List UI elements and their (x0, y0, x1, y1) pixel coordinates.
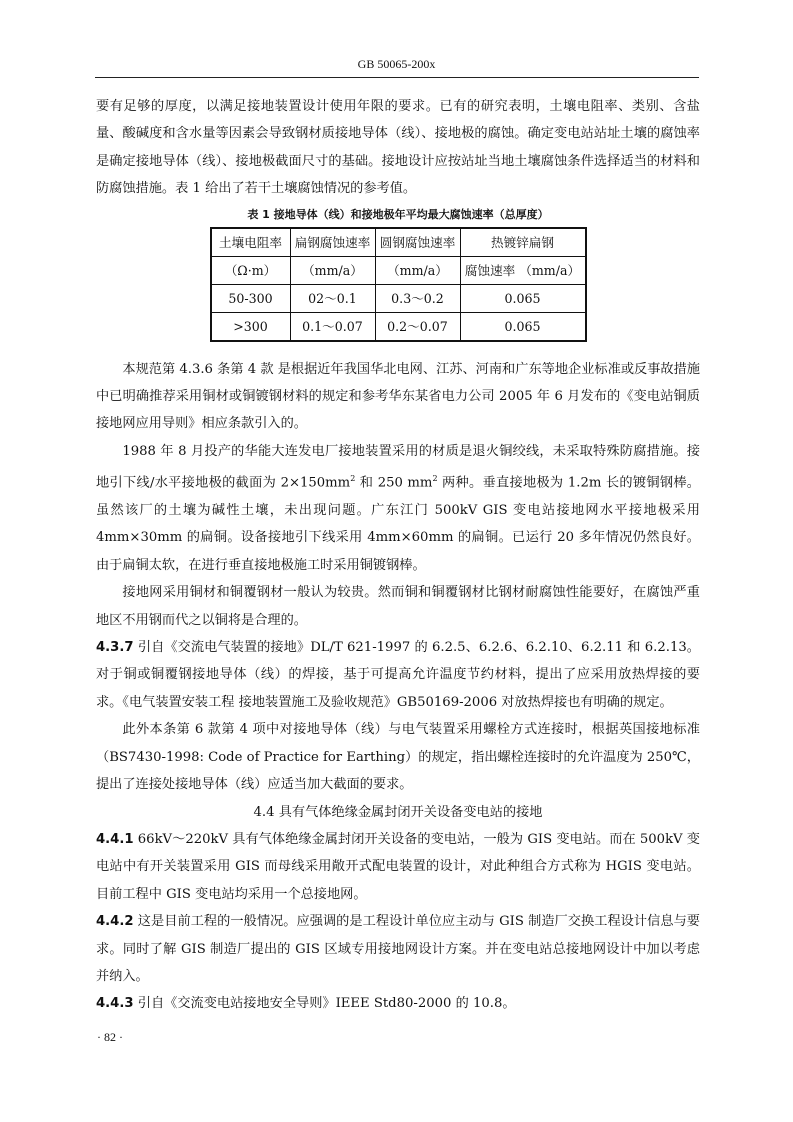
table-cell: 0.3～0.2 (375, 284, 460, 312)
clause-number: 4.4.3 (96, 996, 134, 1012)
clause-number: 4.4.1 (96, 831, 134, 847)
table-cell: 0.1～0.07 (290, 312, 375, 341)
paragraph-bolted-connection: 此外本条第 6 款第 4 项中对接地导体（线）与电气装置采用螺栓方式连接时，根据英国接地标准（BS7430-1998: Code of Practice for Earthing）的规定，指出螺栓连接时的允许温度为 250℃，提出了连接处接地导体（线）应适当加大截面的要求。 (96, 722, 700, 793)
paragraph-copper-cost: 接地网采用铜材和铜覆钢材一般认为较贵。然而铜和铜覆钢材比钢材耐腐蚀性能要好，在腐蚀严重地区不用钢而代之以铜将是合理的。 (96, 585, 700, 628)
paragraph-clause-4-3-7: 4.3.7 引自《交流电气装置的接地》DL/T 621-1997 的 6.2.5、6.2.6、6.2.10、6.2.11 和 6.2.13。对于铜或铜覆钢接地导体（线）的焊接，基于可提高允许温度节约材料，提出了应采用放热焊接的要求。《电气装置安装工程 接地装置施工及验收规范》GB50169-2006 对放热焊接也有明确的规定。 (96, 640, 700, 710)
paragraph-clause-4-3-6: 本规范第 4.3.6 条第 4 款 是根据近年我国华北电网、江苏、河南和广东等地企业标准或反事故措施中已明确推荐采用铜材或铜镀钢材料的规定和参考华东某省电力公司 2005 年 6 月发布的《变电站铜质接地网应用导则》相应条款引入的。 (96, 361, 700, 432)
table-header-cell: 扁钢腐蚀速率 (290, 228, 375, 257)
table-header-row-2 (211, 256, 586, 284)
table-header-cell: 土壤电阻率 (211, 228, 291, 257)
table-cell: 0.065 (460, 284, 586, 312)
header-rule (95, 77, 699, 78)
table-header-unit: 腐蚀速率 （mm/a） (460, 256, 586, 284)
section-heading: 4.4 具有气体绝缘金属封闭开关设备变电站的接地 (253, 804, 543, 820)
clause-number: 4.3.7 (96, 640, 134, 656)
paragraph-dalian-case: 1988 年 8 月投产的华能大连发电厂接地装置采用的材质是退火铜绞线，未采取特殊防腐措施。接地引下线/水平接地极的截面为 $2\times 150mm^2$ 和 250 $mm^2$ 两种。垂直接地极为 1.2m 长的镀铜钢棒。虽然该厂的土壤为碱性土壤，未出现问题。广东江门 500kV GIS 变电站接地网水平接地极采用 4mm×30mm 的扁铜。设备接地引下线采用 4mm×60mm 的扁铜。已运行 20 多年情况仍然良好。由于扁铜太软，在进行垂直接地极施工时采用铜镀钢棒。 (96, 443, 700, 573)
table-header-cell: 圆钢腐蚀速率 (375, 228, 460, 257)
table-header-row-1 (211, 228, 586, 257)
table-cell: 02～0.1 (290, 284, 375, 312)
paragraph-continued: 要有足够的厚度，以满足接地装置设计使用年限的要求。已有的研究表明，土壤电阻率、类别、含盐量、酸碱度和含水量等因素会导致钢材质接地导体（线）、接地极的腐蚀。确定变电站站址土壤的腐蚀率是确定接地导体（线）、接地极截面尺寸的基础。接地设计应按站址当地土壤腐蚀条件选择适当的材料和防腐蚀措施。表 1 给出了若干土壤腐蚀情况的参考值。 (96, 99, 700, 197)
clause-number: 4.4.2 (96, 914, 134, 930)
paragraph-clause-4-4-2: 4.4.2 这是目前工程的一般情况。应强调的是工程设计单位应主动与 GIS 制造厂交换工程设计信息与要求。同时了解 GIS 制造厂提出的 GIS 区域专用接地网设计方案。并在变电站总接地网设计中加以考虑并纳入。 (96, 914, 700, 984)
table-cell: 50-300 (211, 284, 291, 312)
running-header-standard-code: GB 50065-200x (357, 57, 436, 71)
table-header-unit: （mm/a） (375, 256, 460, 284)
table-header-unit: （mm/a） (290, 256, 375, 284)
page-number: · 82 · (97, 1030, 123, 1044)
page-body (96, 93, 700, 1018)
table-row (211, 312, 586, 341)
table-header-cell: 热镀锌扁钢 (460, 228, 586, 257)
table-cell: 0.065 (460, 312, 586, 341)
table-row (211, 284, 586, 312)
table-header-unit: （Ω·m） (211, 256, 291, 284)
paragraph-clause-4-4-1: 4.4.1 66kV～220kV 具有气体绝缘金属封闭开关设备的变电站，一般为 GIS 变电站。而在 500kV 变电站中有开关装置采用 GIS 而母线采用敞开式配电装置的设计，对此种组合方式称为 HGIS 变电站。目前工程中 GIS 变电站均采用一个总接地网。 (96, 831, 700, 902)
corrosion-rate-table (210, 227, 587, 342)
table-cell: 0.2～0.07 (375, 312, 460, 341)
table-caption: 表 1 接地导体（线）和接地极年平均最大腐蚀速率（总厚度） (247, 207, 549, 221)
table-cell: >300 (211, 312, 291, 341)
paragraph-clause-4-4-3: 4.4.3 引自《交流变电站接地安全导则》IEEE Std80-2000 的 10.8。 (96, 996, 516, 1012)
